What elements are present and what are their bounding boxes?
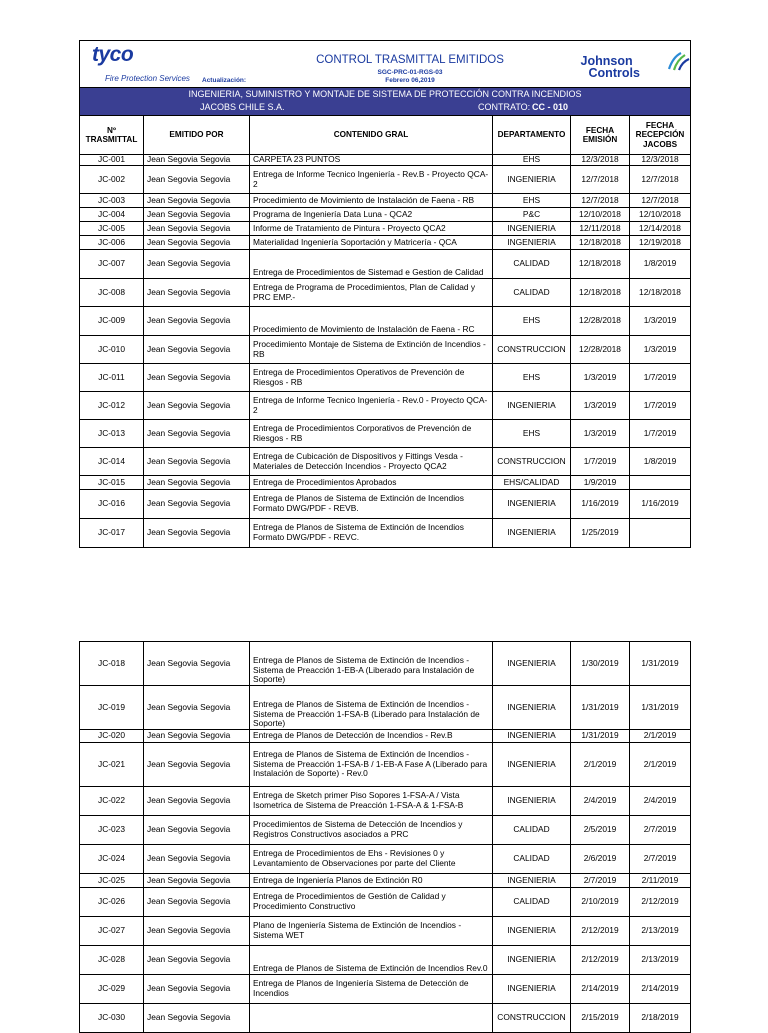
departamento: P&C <box>493 208 571 222</box>
fecha-recepcion: 1/3/2019 <box>630 307 691 336</box>
tyco-logo-cell <box>80 41 250 88</box>
table-row <box>80 279 691 307</box>
fecha-recepcion: 2/11/2019 <box>630 874 691 888</box>
fecha-recepcion: 2/7/2019 <box>630 845 691 874</box>
fecha-emision: 1/30/2019 <box>571 642 630 686</box>
departamento: INGENIERIA <box>493 730 571 743</box>
contenido: Entrega de Procedimientos Operativos de Prevención de Riesgos - RB <box>250 364 493 392</box>
table-row <box>80 686 691 730</box>
emitido-por: Jean Segovia Segovia <box>144 490 250 519</box>
trasmittal-number: JC-004 <box>80 208 144 222</box>
table-row <box>80 448 691 476</box>
emitido-por: Jean Segovia Segovia <box>144 787 250 816</box>
contenido: Entrega de Planos de Sistema de Extinción de Incendios - Sistema de Preacción 1-FSA-B (Liberado para Instalación de Soporte) <box>250 686 493 730</box>
table-row <box>80 642 691 686</box>
fecha-recepcion: 1/31/2019 <box>630 642 691 686</box>
fecha-emision: 12/7/2018 <box>571 194 630 208</box>
table-row <box>80 336 691 364</box>
contenido: Entrega de Informe Tecnico Ingeniería - Rev.B - Proyecto QCA-2 <box>250 166 493 194</box>
trasmittal-number: JC-002 <box>80 166 144 194</box>
fecha-emision: 2/1/2019 <box>571 743 630 787</box>
emitido-por: Jean Segovia Segovia <box>144 448 250 476</box>
departamento: INGENIERIA <box>493 917 571 946</box>
fecha-emision: 1/31/2019 <box>571 730 630 743</box>
fecha-recepcion: 12/18/2018 <box>630 279 691 307</box>
trasmittal-number: JC-010 <box>80 336 144 364</box>
contenido: Materialidad Ingeniería Soportación y Matricería - QCA <box>250 236 493 250</box>
trasmittal-table-2 <box>79 641 691 1033</box>
trasmittal-number: JC-014 <box>80 448 144 476</box>
client-name: JACOBS CHILE S.A. <box>200 102 285 112</box>
fecha-recepcion: 12/7/2018 <box>630 194 691 208</box>
client-contract-cell <box>80 101 691 116</box>
emitido-por: Jean Segovia Segovia <box>144 222 250 236</box>
fecha-recepcion <box>630 519 691 548</box>
col-header-fecha-emision: FECHA EMISIÓN <box>571 116 630 155</box>
fecha-emision: 12/3/2018 <box>571 155 630 166</box>
trasmittal-number: JC-029 <box>80 975 144 1004</box>
contenido: CARPETA 23 PUNTOS <box>250 155 493 166</box>
departamento: INGENIERIA <box>493 946 571 975</box>
emitido-por: Jean Segovia Segovia <box>144 816 250 845</box>
logo-line2: Controls <box>588 66 640 80</box>
emitido-por: Jean Segovia Segovia <box>144 364 250 392</box>
tyco-subtitle: Fire Protection Services <box>105 74 190 83</box>
contenido: Procedimiento de Movimiento de Instalación de Faena - RB <box>250 194 493 208</box>
contenido: Entrega de Procedimientos de Gestión de Calidad y Procedimiento Constructivo <box>250 888 493 917</box>
fecha-recepcion: 2/7/2019 <box>630 816 691 845</box>
fecha-recepcion: 2/1/2019 <box>630 743 691 787</box>
fecha-emision: 12/18/2018 <box>571 236 630 250</box>
contract-label: CONTRATO: <box>478 102 531 112</box>
emitido-por: Jean Segovia Segovia <box>144 730 250 743</box>
departamento: CALIDAD <box>493 250 571 279</box>
contenido: Entrega de Planos de Ingeniería Sistema de Detección de Incendios <box>250 975 493 1004</box>
table-row <box>80 222 691 236</box>
actualizacion-label: Actualización: <box>202 77 247 84</box>
table-row <box>80 166 691 194</box>
table-row <box>80 364 691 392</box>
fecha-emision: 1/31/2019 <box>571 686 630 730</box>
table-row <box>80 787 691 816</box>
contenido: Entrega de Informe Tecnico Ingeniería - Rev.0 - Proyecto QCA-2 <box>250 392 493 420</box>
contenido: Procedimiento de Movimiento de Instalación de Faena - RC <box>250 307 493 336</box>
fecha-emision: 1/3/2019 <box>571 364 630 392</box>
contenido: Entrega de Sketch primer Piso Sopores 1-FSA-A / Vista Isometrica de Sistema de Preacción 1-FSA-A & 1-FSA-B <box>250 787 493 816</box>
document-code: SGC-PRC-01-RGS-03 <box>377 69 443 77</box>
departamento: INGENIERIA <box>493 519 571 548</box>
table-row <box>80 392 691 420</box>
emitido-por: Jean Segovia Segovia <box>144 392 250 420</box>
col-header-trasmittal: Nº TRASMITTAL <box>80 116 144 155</box>
fecha-emision: 2/15/2019 <box>571 1004 630 1033</box>
trasmittal-number: JC-005 <box>80 222 144 236</box>
trasmittal-number: JC-017 <box>80 519 144 548</box>
table-row <box>80 730 691 743</box>
table-row <box>80 946 691 975</box>
fecha-recepcion: 2/14/2019 <box>630 975 691 1004</box>
departamento: INGENIERIA <box>493 874 571 888</box>
jci-swoosh-icon <box>667 51 691 73</box>
table-row <box>80 476 691 490</box>
table-row <box>80 307 691 336</box>
contenido: Entrega de Planos de Sistema de Extinción de Incendios - Sistema de Preacción 1-EB-A (Liberado para Instalación de Soporte) <box>250 642 493 686</box>
contenido: Entrega de Procedimientos Aprobados <box>250 476 493 490</box>
contenido: Entrega de Programa de Procedimientos, Plan de Calidad y PRC EMP.- <box>250 279 493 307</box>
col-header-emitido: EMITIDO POR <box>144 116 250 155</box>
table-row <box>80 975 691 1004</box>
fecha-emision: 12/7/2018 <box>571 166 630 194</box>
emitido-por: Jean Segovia Segovia <box>144 279 250 307</box>
trasmittal-number: JC-027 <box>80 917 144 946</box>
col-header-departamento: DEPARTAMENTO <box>493 116 571 155</box>
trasmittal-number: JC-030 <box>80 1004 144 1033</box>
emitido-por: Jean Segovia Segovia <box>144 917 250 946</box>
project-name: INGENIERIA, SUMINISTRO Y MONTAJE DE SISTEMA DE PROTECCIÓN CONTRA INCENDIOS <box>80 88 691 102</box>
contenido: Programa de Ingeniería Data Luna - QCA2 <box>250 208 493 222</box>
trasmittal-number: JC-003 <box>80 194 144 208</box>
contenido: Entrega de Ingeniería Planos de Extinción R0 <box>250 874 493 888</box>
project-band-row-2 <box>80 101 691 116</box>
table-row <box>80 888 691 917</box>
fecha-recepcion: 1/3/2019 <box>630 336 691 364</box>
table-row <box>80 816 691 845</box>
departamento: EHS <box>493 194 571 208</box>
contenido: Entrega de Planos de Sistema de Extinción de Incendios Formato DWG/PDF - REVB. <box>250 490 493 519</box>
col-header-contenido: CONTENIDO GRAL <box>250 116 493 155</box>
table-row <box>80 490 691 519</box>
emitido-por: Jean Segovia Segovia <box>144 194 250 208</box>
fecha-recepcion: 2/12/2019 <box>630 888 691 917</box>
departamento: CONSTRUCCION <box>493 448 571 476</box>
departamento: EHS/CALIDAD <box>493 476 571 490</box>
departamento: INGENIERIA <box>493 787 571 816</box>
departamento: INGENIERIA <box>493 686 571 730</box>
fecha-emision: 2/5/2019 <box>571 816 630 845</box>
jci-logo-cell <box>571 41 691 88</box>
fecha-emision: 12/28/2018 <box>571 336 630 364</box>
fecha-recepcion: 2/1/2019 <box>630 730 691 743</box>
table-row <box>80 917 691 946</box>
contract-value: CC - 010 <box>532 102 569 112</box>
fecha-emision: 12/28/2018 <box>571 307 630 336</box>
fecha-recepcion: 1/8/2019 <box>630 448 691 476</box>
fecha-recepcion: 2/13/2019 <box>630 946 691 975</box>
trasmittal-number: JC-028 <box>80 946 144 975</box>
johnson-controls-logo <box>581 55 640 79</box>
emitido-por: Jean Segovia Segovia <box>144 420 250 448</box>
trasmittal-number: JC-019 <box>80 686 144 730</box>
trasmittal-number: JC-023 <box>80 816 144 845</box>
contenido: Procedimiento Montaje de Sistema de Extinción de Incendios - RB <box>250 336 493 364</box>
departamento: INGENIERIA <box>493 166 571 194</box>
tyco-logo: tyco <box>92 43 134 66</box>
trasmittal-number: JC-026 <box>80 888 144 917</box>
column-header-row <box>80 116 691 155</box>
trasmittal-number: JC-022 <box>80 787 144 816</box>
emitido-por: Jean Segovia Segovia <box>144 975 250 1004</box>
trasmittal-number: JC-024 <box>80 845 144 874</box>
fecha-emision: 1/9/2019 <box>571 476 630 490</box>
fecha-recepcion: 12/19/2018 <box>630 236 691 250</box>
trasmittal-number: JC-012 <box>80 392 144 420</box>
trasmittal-number: JC-020 <box>80 730 144 743</box>
contenido <box>250 1004 493 1033</box>
fecha-emision: 1/25/2019 <box>571 519 630 548</box>
fecha-emision: 1/7/2019 <box>571 448 630 476</box>
emitido-por: Jean Segovia Segovia <box>144 888 250 917</box>
trasmittal-number: JC-007 <box>80 250 144 279</box>
emitido-por: Jean Segovia Segovia <box>144 743 250 787</box>
fecha-recepcion: 1/8/2019 <box>630 250 691 279</box>
departamento: CALIDAD <box>493 888 571 917</box>
departamento: INGENIERIA <box>493 236 571 250</box>
departamento: CONSTRUCCION <box>493 336 571 364</box>
departamento: INGENIERIA <box>493 222 571 236</box>
contenido: Entrega de Planos de Sistema de Extinción de Incendios Rev.0 <box>250 946 493 975</box>
departamento: EHS <box>493 364 571 392</box>
departamento: INGENIERIA <box>493 642 571 686</box>
document-title: CONTROL TRASMITTAL EMITIDOS <box>316 54 504 66</box>
departamento: INGENIERIA <box>493 490 571 519</box>
logo-line1: Johnson <box>580 54 633 68</box>
trasmittal-number: JC-018 <box>80 642 144 686</box>
departamento: EHS <box>493 420 571 448</box>
fecha-recepcion: 1/7/2019 <box>630 392 691 420</box>
fecha-recepcion: 12/10/2018 <box>630 208 691 222</box>
fecha-emision: 1/3/2019 <box>571 392 630 420</box>
trasmittal-table-1 <box>79 40 691 548</box>
trasmittal-number: JC-001 <box>80 155 144 166</box>
title-cell <box>250 41 571 88</box>
document-date: Febrero 06,2019 <box>385 76 435 84</box>
contenido: Entrega de Procedimientos de Ehs - Revisiones 0 y Levantamiento de Observaciones por parte del Cliente <box>250 845 493 874</box>
fecha-emision: 1/16/2019 <box>571 490 630 519</box>
table-row <box>80 208 691 222</box>
table-row <box>80 743 691 787</box>
table-row <box>80 1004 691 1033</box>
trasmittal-number: JC-006 <box>80 236 144 250</box>
table-row <box>80 874 691 888</box>
contenido: Entrega de Cubicación de Dispositivos y Fittings Vesda - Materiales de Detección Incendios - Proyecto QCA2 <box>250 448 493 476</box>
fecha-recepcion: 1/31/2019 <box>630 686 691 730</box>
fecha-emision: 2/12/2019 <box>571 917 630 946</box>
emitido-por: Jean Segovia Segovia <box>144 874 250 888</box>
fecha-recepcion: 2/4/2019 <box>630 787 691 816</box>
emitido-por: Jean Segovia Segovia <box>144 1004 250 1033</box>
emitido-por: Jean Segovia Segovia <box>144 155 250 166</box>
departamento: EHS <box>493 307 571 336</box>
departamento: INGENIERIA <box>493 392 571 420</box>
fecha-recepcion: 1/16/2019 <box>630 490 691 519</box>
contenido: Entrega de Procedimientos Corporativos de Prevención de Riesgos - RB <box>250 420 493 448</box>
fecha-emision: 12/10/2018 <box>571 208 630 222</box>
table-row <box>80 420 691 448</box>
table-row <box>80 250 691 279</box>
emitido-por: Jean Segovia Segovia <box>144 236 250 250</box>
departamento: INGENIERIA <box>493 975 571 1004</box>
header-row <box>80 41 691 88</box>
table-row <box>80 194 691 208</box>
fecha-recepcion: 1/7/2019 <box>630 364 691 392</box>
emitido-por: Jean Segovia Segovia <box>144 686 250 730</box>
trasmittal-number: JC-015 <box>80 476 144 490</box>
fecha-emision: 12/11/2018 <box>571 222 630 236</box>
contenido: Plano de Ingeniería Sistema de Extinción de Incendios - Sistema WET <box>250 917 493 946</box>
table-row <box>80 845 691 874</box>
trasmittal-number: JC-009 <box>80 307 144 336</box>
fecha-recepcion <box>630 476 691 490</box>
fecha-emision: 2/7/2019 <box>571 874 630 888</box>
fecha-emision: 1/3/2019 <box>571 420 630 448</box>
contenido: Entrega de Planos de Sistema de Extinción de Incendios - Sistema de Preacción 1-FSA-B / 1-EB-A Fase A (Liberado para Instalación de Soporte) - Rev.0 <box>250 743 493 787</box>
departamento: CALIDAD <box>493 816 571 845</box>
departamento: CALIDAD <box>493 279 571 307</box>
fecha-recepcion: 12/3/2018 <box>630 155 691 166</box>
fecha-emision: 12/18/2018 <box>571 279 630 307</box>
emitido-por: Jean Segovia Segovia <box>144 208 250 222</box>
fecha-emision: 2/10/2019 <box>571 888 630 917</box>
departamento: CALIDAD <box>493 845 571 874</box>
fecha-recepcion: 2/18/2019 <box>630 1004 691 1033</box>
emitido-por: Jean Segovia Segovia <box>144 519 250 548</box>
contenido: Entrega de Procedimientos de Sistemad e Gestion de Calidad <box>250 250 493 279</box>
table-row <box>80 236 691 250</box>
fecha-recepcion: 12/14/2018 <box>630 222 691 236</box>
trasmittal-number: JC-013 <box>80 420 144 448</box>
fecha-recepcion: 2/13/2019 <box>630 917 691 946</box>
departamento: CONSTRUCCION <box>493 1004 571 1033</box>
contenido: Informe de Tratamiento de Pintura - Proyecto QCA2 <box>250 222 493 236</box>
trasmittal-number: JC-011 <box>80 364 144 392</box>
departamento: INGENIERIA <box>493 743 571 787</box>
emitido-por: Jean Segovia Segovia <box>144 642 250 686</box>
fecha-recepcion: 12/7/2018 <box>630 166 691 194</box>
emitido-por: Jean Segovia Segovia <box>144 307 250 336</box>
table-row <box>80 519 691 548</box>
trasmittal-number: JC-025 <box>80 874 144 888</box>
emitido-por: Jean Segovia Segovia <box>144 845 250 874</box>
contenido: Entrega de Planos de Sistema de Extinción de Incendios Formato DWG/PDF - REVC. <box>250 519 493 548</box>
trasmittal-number: JC-021 <box>80 743 144 787</box>
emitido-por: Jean Segovia Segovia <box>144 946 250 975</box>
contenido: Entrega de Planos de Detección de Incendios - Rev.B <box>250 730 493 743</box>
trasmittal-number: JC-008 <box>80 279 144 307</box>
emitido-por: Jean Segovia Segovia <box>144 166 250 194</box>
fecha-emision: 2/4/2019 <box>571 787 630 816</box>
fecha-emision: 2/14/2019 <box>571 975 630 1004</box>
project-band-row-1 <box>80 88 691 102</box>
emitido-por: Jean Segovia Segovia <box>144 476 250 490</box>
trasmittal-number: JC-016 <box>80 490 144 519</box>
fecha-emision: 2/6/2019 <box>571 845 630 874</box>
departamento: EHS <box>493 155 571 166</box>
emitido-por: Jean Segovia Segovia <box>144 336 250 364</box>
fecha-emision: 12/18/2018 <box>571 250 630 279</box>
contenido: Procedimientos de Sistema de Detección de Incendios y Registros Constructivos asociados a PRC <box>250 816 493 845</box>
fecha-emision: 2/12/2019 <box>571 946 630 975</box>
table-row <box>80 155 691 166</box>
fecha-recepcion: 1/7/2019 <box>630 420 691 448</box>
col-header-fecha-recepcion: FECHA RECEPCIÓN JACOBS <box>630 116 691 155</box>
emitido-por: Jean Segovia Segovia <box>144 250 250 279</box>
